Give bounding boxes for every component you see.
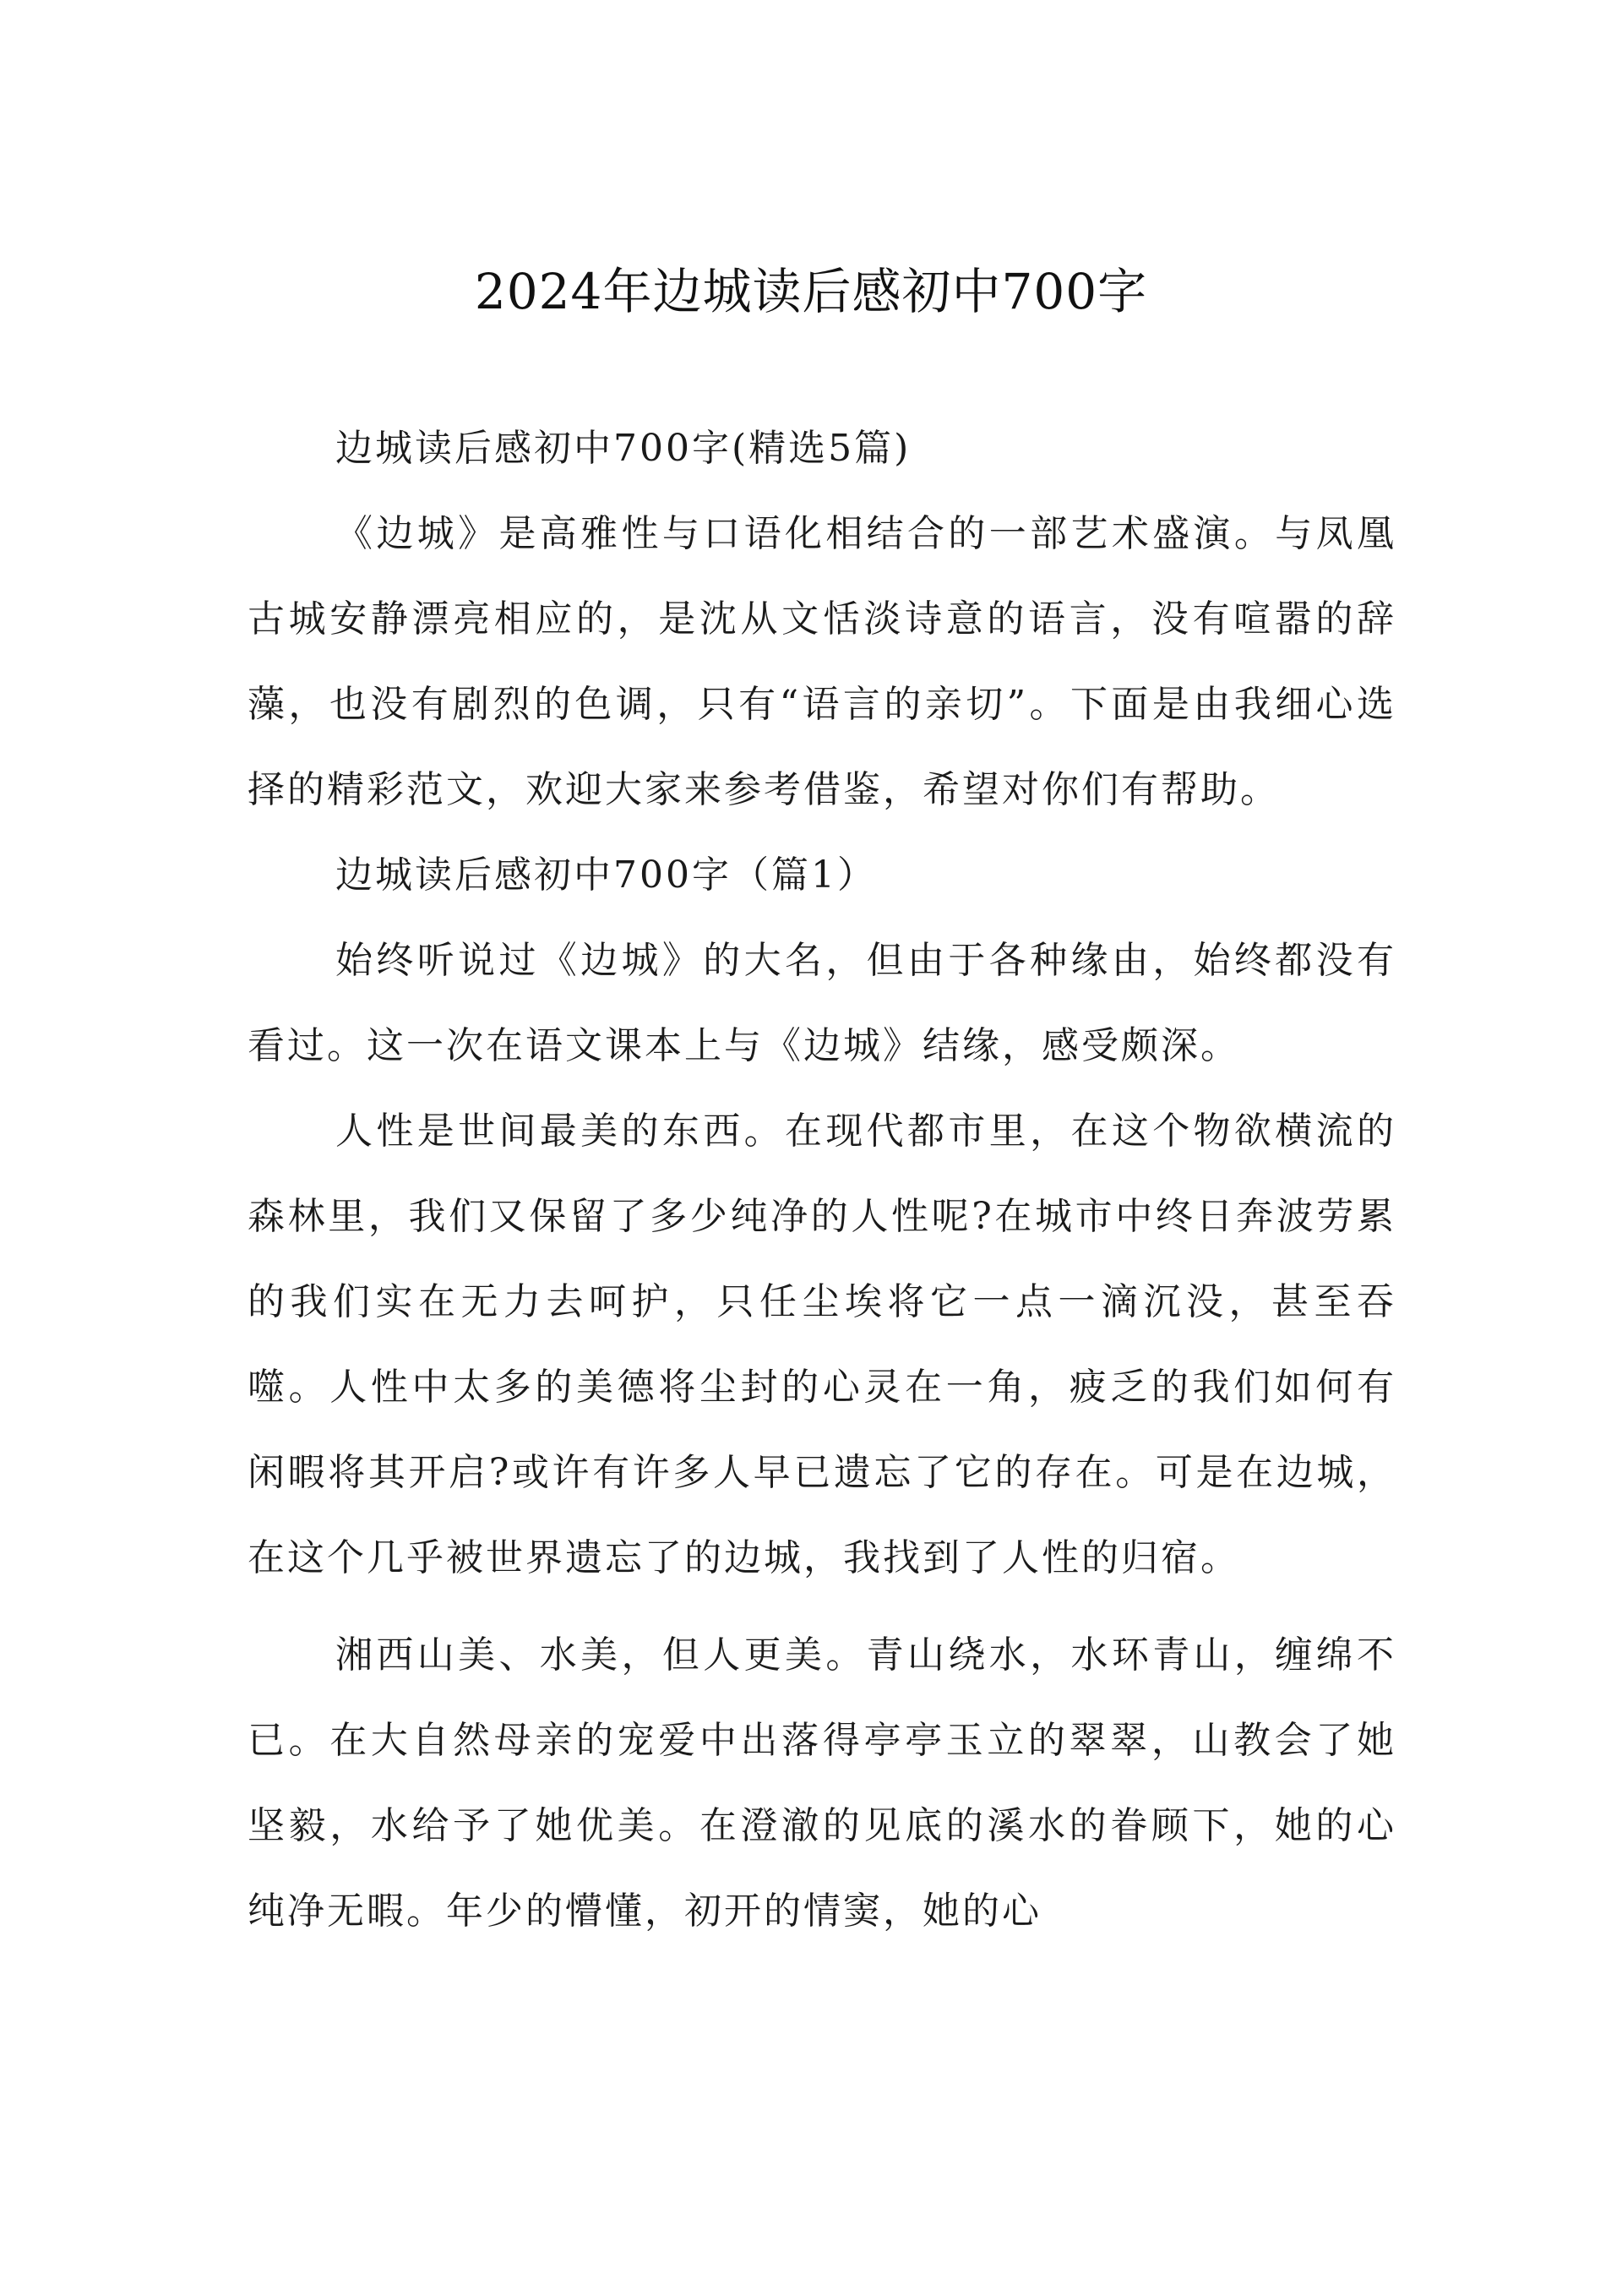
document-subtitle: 边城读后感初中700字(精选5篇) (335, 427, 912, 470)
document-body (248, 406, 1396, 1954)
document-title: 2024年边城读后感初中700字 (474, 263, 1148, 320)
section-heading-1: 边城读后感初中700字（篇1） (335, 854, 877, 897)
paragraph-spacer (248, 1601, 1396, 1612)
body-paragraph: 始终听说过《边城》的大名，但由于各种缘由，始终都没有看过。这一次在语文课本上与《边城》结缘，感受颇深。 (248, 939, 1396, 1067)
intro-paragraph: 《边城》是高雅性与口语化相结合的一部艺术盛演。与凤凰古城安静漂亮相应的，是沈从文恬淡诗意的语言，没有喧嚣的辞藻，也没有剧烈的色调，只有“语言的亲切”。下面是由我细心选择的精彩范文，欢迎大家来参考借鉴，希望对你们有帮助。 (248, 512, 1396, 811)
body-paragraph: 湘西山美、水美，但人更美。青山绕水，水环青山，缠绵不已。在大自然母亲的宠爱中出落得亭亭玉立的翠翠，山教会了她坚毅，水给予了她优美。在澄澈的见底的溪水的眷顾下，她的心纯净无暇。年少的懵懂，初开的情窦，她的心 (248, 1633, 1396, 1933)
body-paragraph: 人性是世间最美的东西。在现代都市里，在这个物欲横流的森林里，我们又保留了多少纯净的人性呢?在城市中终日奔波劳累的我们实在无力去呵护，只任尘埃将它一点一滴沉没，甚至吞噬。人性中太多的美德将尘封的心灵在一角，疲乏的我们如何有闲暇将其开启?或许有许多人早已遗忘了它的存在。可是在边城，在这个几乎被世界遗忘了的边城，我找到了人性的归宿。 (248, 1110, 1396, 1579)
